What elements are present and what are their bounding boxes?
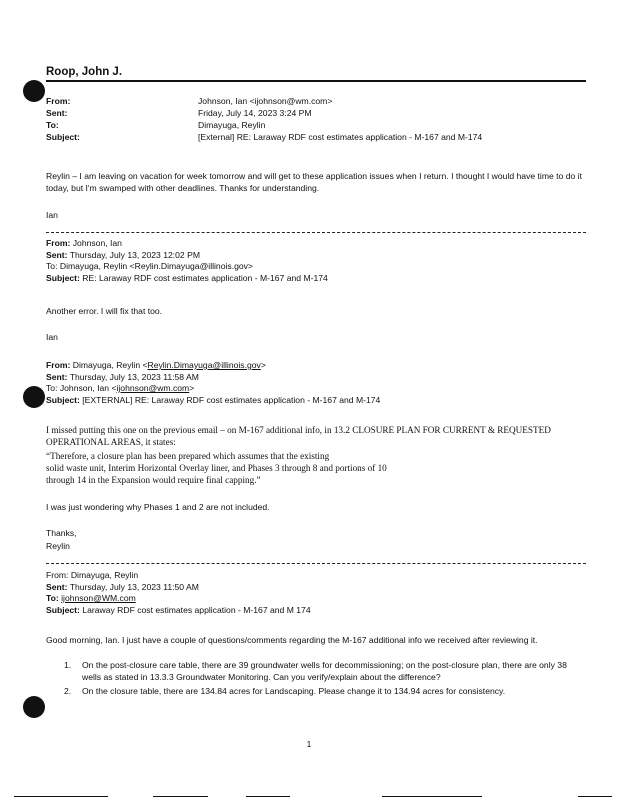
from-label: From: — [46, 96, 71, 106]
msg3-from-name: Dimayuga, Reylin < — [72, 360, 148, 370]
message-4-list — [46, 660, 586, 701]
msg3-to-name: Johnson, Ian < — [59, 383, 117, 393]
message-1-signature: Ian — [46, 210, 58, 220]
list-item-number: 2. — [64, 686, 72, 696]
list-item — [46, 686, 586, 698]
msg3-from-email-link[interactable]: Reylin.Dimayuga@illinois.gov — [147, 360, 261, 370]
message-3-quote — [46, 450, 586, 486]
msg3-intro-text: I missed putting this one on the previous email – on M-167 additional info, in 13.2 CLOSURE PLAN FOR CURRENT & REQUESTED OPERATIONAL AREAS, it states: — [46, 425, 551, 447]
msg3-subject-label: Subject: — [46, 394, 80, 405]
message-2-header — [46, 238, 328, 284]
footer-line — [153, 796, 208, 797]
footer-line — [14, 796, 108, 797]
msg3-sent-label: Sent: — [46, 371, 68, 382]
msg3-quote-line-2: solid waste unit, Interim Horizontal Overlay liner, and Phases 3 through 8 and portions of 10 — [46, 463, 387, 473]
msg4-subject-label: Subject: — [46, 604, 80, 615]
binder-hole-bottom — [23, 696, 45, 718]
message-3-question: I was just wondering why Phases 1 and 2 are not included. — [46, 502, 270, 512]
list-item-number: 1. — [64, 660, 72, 670]
msg3-to-end: > — [189, 383, 195, 393]
message-1-body: Reylin – I am leaving on vacation for week tomorrow and will get to these application issues when I return. I thought I would have time to do it today, but I'm swamped with other deadlines. Thanks for understanding. — [46, 171, 582, 193]
msg2-to: Dimayuga, Reylin <Reylin.Dimayuga@illinois.gov> — [59, 261, 253, 271]
subject-value: [External] RE: Laraway RDF cost estimates application - M-167 and M-174 — [198, 132, 483, 142]
msg2-sent: Thursday, July 13, 2023 12:02 PM — [69, 249, 200, 260]
message-2-body: Another error. I will fix that too. — [46, 306, 163, 316]
footer-line — [578, 796, 612, 797]
msg4-sent: Thursday, July 13, 2023 11:50 AM — [69, 581, 199, 592]
message-3-thanks: Thanks, — [46, 528, 77, 538]
list-item-text: On the closure table, there are 134.84 acres for Landscaping. Please change it to 134.94 acres for consistency. — [82, 686, 506, 696]
msg3-to-email-link[interactable]: ijohnson@wm.com — [116, 383, 190, 393]
header-subject-row — [46, 131, 586, 143]
header-from-row — [46, 95, 586, 107]
message-3-intro — [46, 424, 586, 448]
message-2-signature: Ian — [46, 332, 58, 342]
list-item-text: On the post-closure care table, there are 39 groundwater wells for decommissioning; on the post-closure plan, there are only 38 wells as stated in 13.3.3 Groundwater Monitoring. Can you verify/explain about the difference? — [82, 660, 567, 682]
header-rule — [46, 80, 586, 82]
msg4-from: Dimayuga, Reylin — [70, 570, 139, 580]
msg4-from-label: From: — [46, 570, 69, 580]
message-4-intro: Good morning, Ian. I just have a couple of questions/comments regarding the M-167 additional info we received after reviewing it. — [46, 635, 538, 645]
msg2-sent-label: Sent: — [46, 249, 68, 260]
subject-label: Subject: — [46, 132, 80, 142]
msg3-quote-line-3: through 14 in the Expansion would require final capping.” — [46, 475, 261, 485]
msg3-from-end: > — [260, 360, 266, 370]
msg3-sent: Thursday, July 13, 2023 11:58 AM — [69, 371, 199, 382]
header-sent-row — [46, 107, 586, 119]
binder-hole-middle — [23, 386, 45, 408]
message-3-signature: Reylin — [46, 541, 70, 551]
list-item — [46, 660, 586, 683]
msg2-from: Johnson, Ian — [72, 238, 122, 248]
document-owner-name: Roop, John J. — [46, 66, 123, 78]
footer-line — [382, 796, 482, 797]
separator-2 — [46, 563, 586, 564]
msg2-to-label: To: — [46, 261, 58, 271]
message-3-header — [46, 360, 380, 406]
msg3-from-label: From: — [46, 360, 71, 370]
msg4-sent-label: Sent: — [46, 581, 68, 592]
msg2-subject: RE: Laraway RDF cost estimates application - M-167 and M-174 — [82, 272, 328, 283]
header-to-row — [46, 119, 586, 131]
msg3-quote-line-1: “Therefore, a closure plan has been prepared which assumes that the existing — [46, 451, 330, 461]
msg4-to-label: To: — [46, 593, 59, 603]
msg4-to-email-link[interactable]: ijohnson@WM.com — [61, 593, 136, 603]
separator-1 — [46, 232, 586, 233]
footer-line — [246, 796, 290, 797]
msg2-from-label: From: — [46, 238, 71, 248]
msg3-to-label: To: — [46, 383, 58, 393]
from-value: Johnson, Ian <ijohnson@wm.com> — [198, 96, 333, 106]
to-label: To: — [46, 120, 59, 130]
binder-hole-top — [23, 80, 45, 102]
message-4-header — [46, 570, 311, 616]
to-value: Dimayuga, Reylin — [198, 120, 266, 130]
sent-label: Sent: — [46, 108, 68, 118]
sent-value: Friday, July 14, 2023 3:24 PM — [198, 108, 312, 118]
page-number: 1 — [306, 739, 312, 749]
msg2-subject-label: Subject: — [46, 272, 80, 283]
msg3-subject: [EXTERNAL] RE: Laraway RDF cost estimates application - M-167 and M-174 — [82, 394, 381, 405]
msg4-subject: Laraway RDF cost estimates application - M-167 and M 174 — [82, 604, 311, 615]
